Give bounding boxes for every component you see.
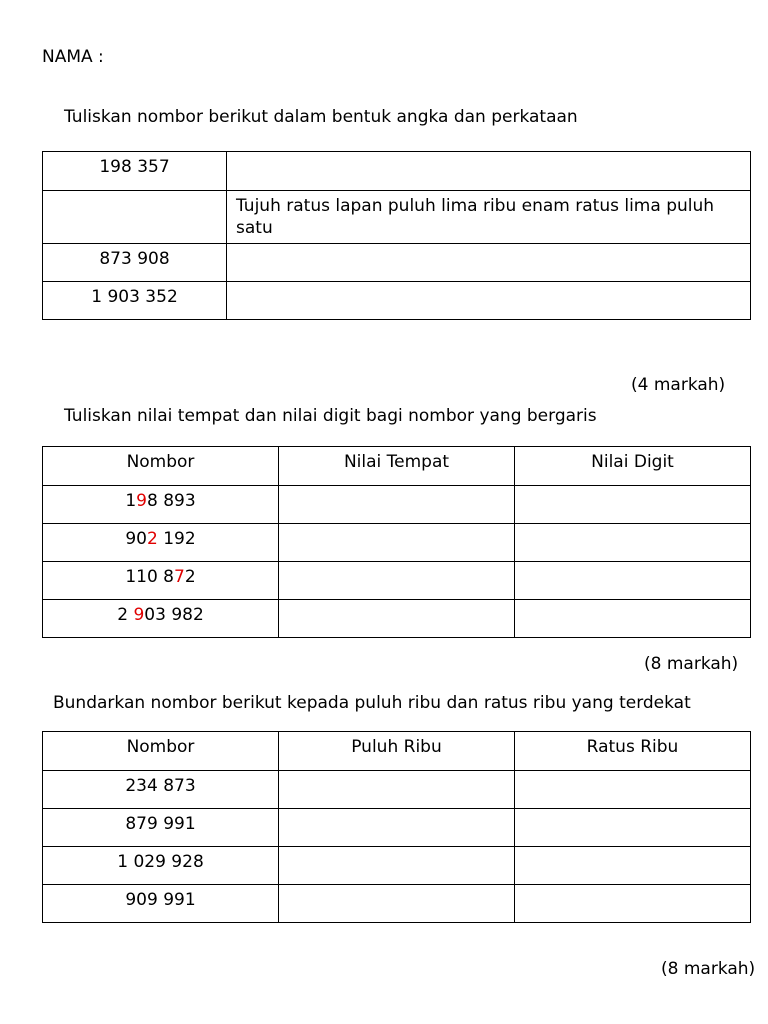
ten-thousand-cell[interactable]	[279, 885, 515, 923]
words-cell[interactable]	[227, 244, 751, 282]
place-value-cell[interactable]	[279, 562, 515, 600]
place-value-cell[interactable]	[279, 524, 515, 562]
table-row	[43, 282, 751, 320]
highlighted-digit: 7	[174, 567, 185, 587]
words-cell: Tujuh ratus lapan puluh lima ribu enam ratus lima puluh satu	[227, 191, 751, 244]
number-cell: 198 357	[43, 152, 227, 191]
section2-marks: (8 markah)	[644, 654, 739, 674]
number-cell: 902 192	[43, 524, 279, 562]
number-cell: 110 872	[43, 562, 279, 600]
ten-thousand-cell[interactable]	[279, 771, 515, 809]
digit-value-cell[interactable]	[515, 524, 751, 562]
highlighted-digit: 9	[136, 491, 147, 511]
table-row	[43, 244, 751, 282]
number-cell: 873 908	[43, 244, 227, 282]
table-row	[43, 809, 751, 847]
hundred-thousand-cell[interactable]	[515, 847, 751, 885]
hundred-thousand-cell[interactable]	[515, 809, 751, 847]
header-nilai-digit: Nilai Digit	[515, 447, 751, 486]
table-row	[43, 847, 751, 885]
number-cell: 234 873	[43, 771, 279, 809]
table-header-row	[43, 732, 751, 771]
words-cell[interactable]	[227, 152, 751, 191]
name-label: NAMA :	[42, 47, 104, 67]
section3-marks: (8 markah)	[661, 959, 756, 979]
number-cell: 879 991	[43, 809, 279, 847]
table-row	[43, 152, 751, 191]
ten-thousand-cell[interactable]	[279, 809, 515, 847]
table-row	[43, 191, 751, 244]
digit-value-cell[interactable]	[515, 562, 751, 600]
hundred-thousand-cell[interactable]	[515, 885, 751, 923]
highlighted-digit: 2	[146, 529, 158, 549]
section3-instruction: Bundarkan nombor berikut kepada puluh ribu dan ratus ribu yang terdekat	[53, 693, 691, 713]
highlighted-digit: 9	[133, 605, 145, 625]
table-row	[43, 885, 751, 923]
header-nombor: Nombor	[43, 732, 279, 771]
section1-marks: (4 markah)	[631, 375, 726, 395]
place-value-table	[42, 446, 751, 638]
table-row	[43, 771, 751, 809]
hundred-thousand-cell[interactable]	[515, 771, 751, 809]
table-header-row	[43, 447, 751, 486]
header-nombor: Nombor	[43, 447, 279, 486]
digit-value-cell[interactable]	[515, 600, 751, 638]
ten-thousand-cell[interactable]	[279, 847, 515, 885]
digit-value-cell[interactable]	[515, 486, 751, 524]
header-ratus-ribu: Ratus Ribu	[515, 732, 751, 771]
number-cell: 2 903 982	[43, 600, 279, 638]
section1-instruction: Tuliskan nombor berikut dalam bentuk angka dan perkataan	[64, 107, 578, 127]
rounding-table	[42, 731, 751, 923]
number-cell: 1 903 352	[43, 282, 227, 320]
number-cell: 198 893	[43, 486, 279, 524]
table-row	[43, 562, 751, 600]
place-value-cell[interactable]	[279, 600, 515, 638]
place-value-cell[interactable]	[279, 486, 515, 524]
number-cell[interactable]	[43, 191, 227, 244]
table-row	[43, 486, 751, 524]
header-nilai-tempat: Nilai Tempat	[279, 447, 515, 486]
words-cell[interactable]	[227, 282, 751, 320]
number-cell: 909 991	[43, 885, 279, 923]
table-row	[43, 600, 751, 638]
section2-instruction: Tuliskan nilai tempat dan nilai digit bagi nombor yang bergaris	[64, 406, 597, 426]
number-words-table	[42, 151, 751, 320]
header-puluh-ribu: Puluh Ribu	[279, 732, 515, 771]
number-cell: 1 029 928	[43, 847, 279, 885]
table-row	[43, 524, 751, 562]
